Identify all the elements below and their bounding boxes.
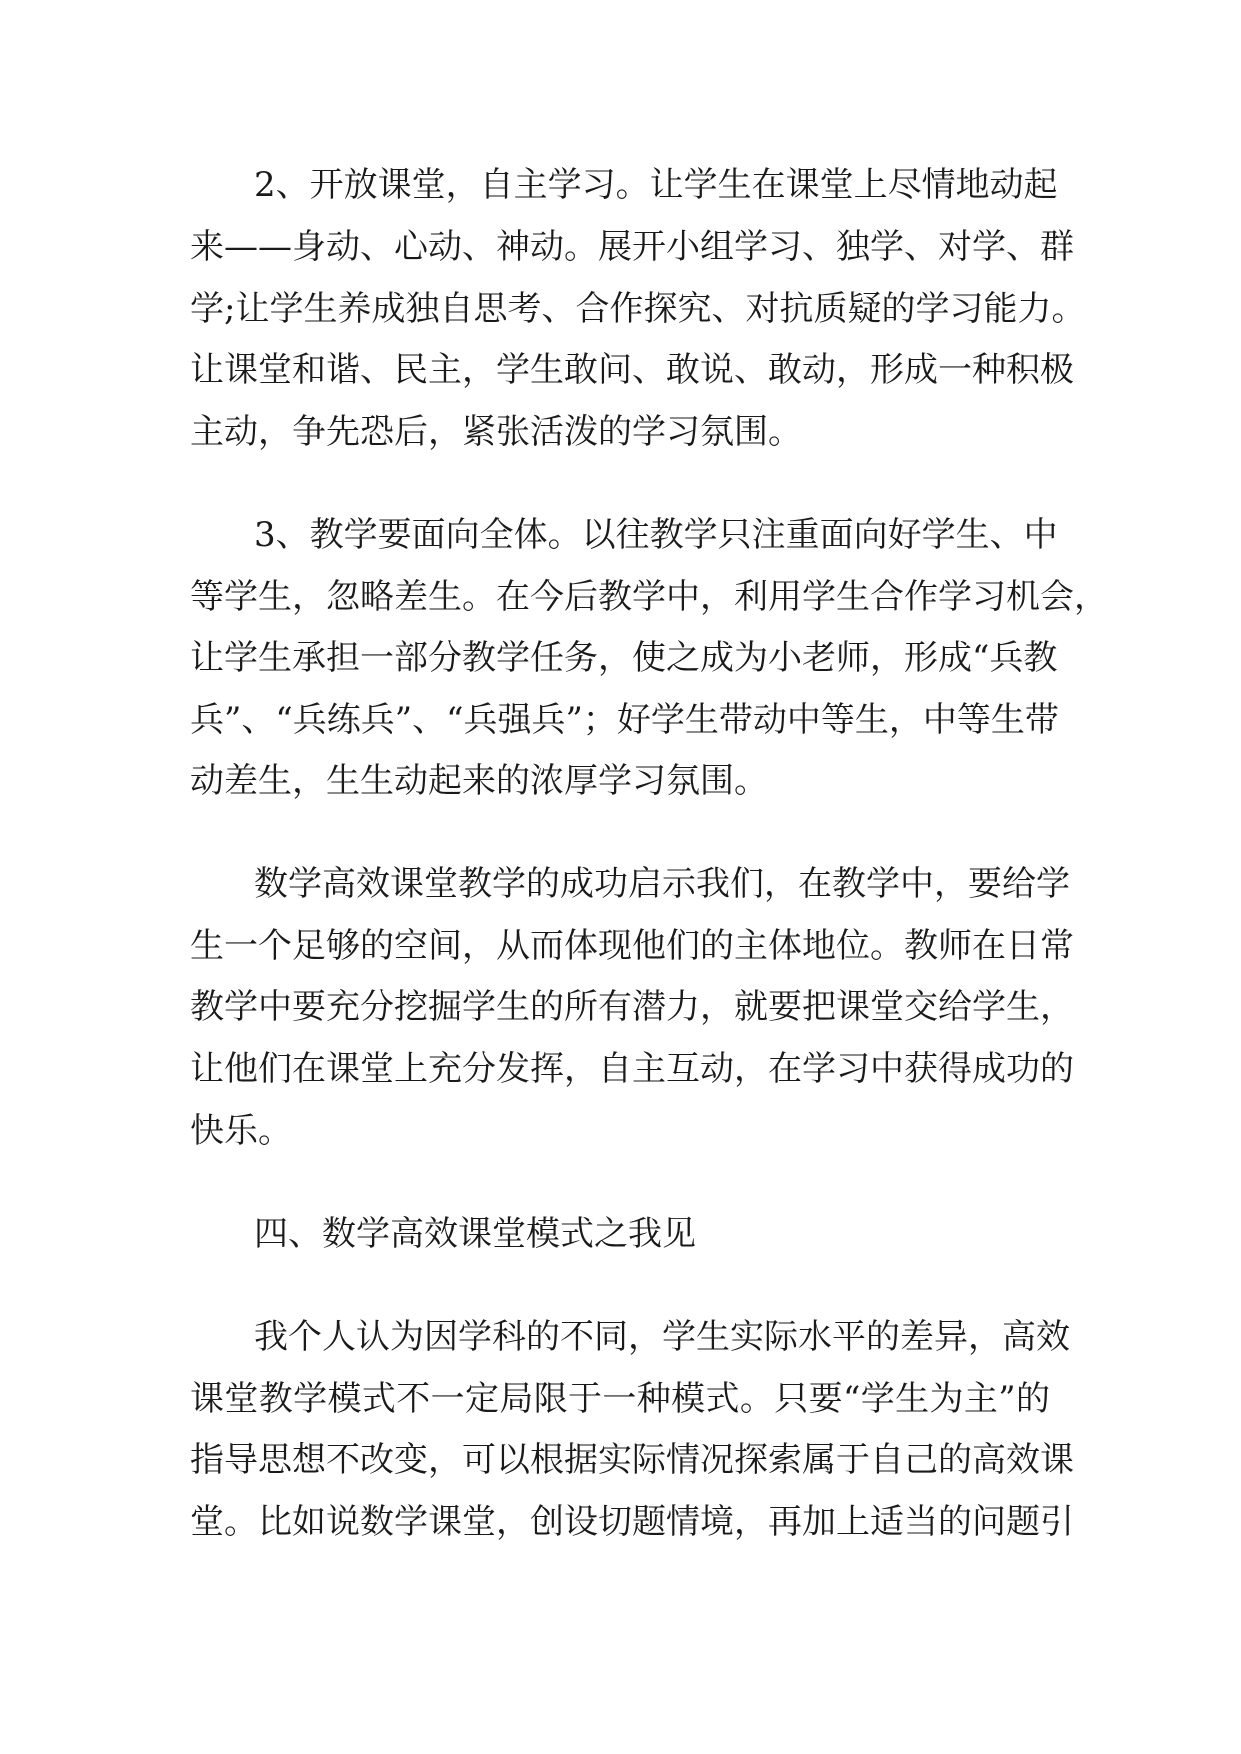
- paragraph-1-line-1: 2、开放课堂，自主学习。让学生在课堂上尽情地动起: [254, 165, 1058, 205]
- paragraph-1-line-2: 来——身动、心动、神动。展开小组学习、独学、对学、群: [190, 227, 1074, 267]
- paragraph-3-line-5: 快乐。: [190, 1111, 292, 1151]
- paragraph-1-line-5: 主动，争先恐后，紧张活泼的学习氛围。: [190, 412, 802, 452]
- paragraph-3-line-4: 让他们在课堂上充分发挥，自主互动，在学习中获得成功的: [190, 1049, 1074, 1089]
- section-heading: 四、数学高效课堂模式之我见: [254, 1214, 696, 1254]
- paragraph-2-line-1: 3、教学要面向全体。以往教学只注重面向好学生、中: [254, 515, 1058, 555]
- paragraph-2-line-5: 动差生，生生动起来的浓厚学习氛围。: [190, 761, 768, 801]
- paragraph-5-line-2: 课堂教学模式不一定局限于一种模式。只要“学生为主”的: [190, 1379, 1050, 1419]
- paragraph-5-line-1: 我个人认为因学科的不同，学生实际水平的差异，高效: [254, 1317, 1070, 1357]
- paragraph-3-line-2: 生一个足够的空间，从而体现他们的主体地位。教师在日常: [190, 926, 1074, 966]
- paragraph-3-line-1: 数学高效课堂教学的成功启示我们，在教学中，要给学: [254, 864, 1070, 904]
- paragraph-5-line-3: 指导思想不改变，可以根据实际情况探索属于自己的高效课: [190, 1440, 1074, 1480]
- paragraph-5-line-4: 堂。比如说数学课堂，创设切题情境，再加上适当的问题引: [190, 1502, 1074, 1542]
- paragraph-2-line-2: 等学生，忽略差生。在今后教学中，利用学生合作学习机会，: [190, 577, 1108, 617]
- paragraph-1-line-4: 让课堂和谐、民主，学生敢问、敢说、敢动，形成一种积极: [190, 350, 1074, 390]
- paragraph-3-line-3: 教学中要充分挖掘学生的所有潜力，就要把课堂交给学生，: [190, 987, 1074, 1027]
- paragraph-1-line-3: 学;让学生养成独自思考、合作探究、对抗质疑的学习能力。: [190, 289, 1086, 329]
- paragraph-2-line-4: 兵”、“兵练兵”、“兵强兵”；好学生带动中等生，中等生带: [190, 700, 1059, 740]
- paragraph-2-line-3: 让学生承担一部分教学任务，使之成为小老师，形成“兵教: [190, 638, 1058, 678]
